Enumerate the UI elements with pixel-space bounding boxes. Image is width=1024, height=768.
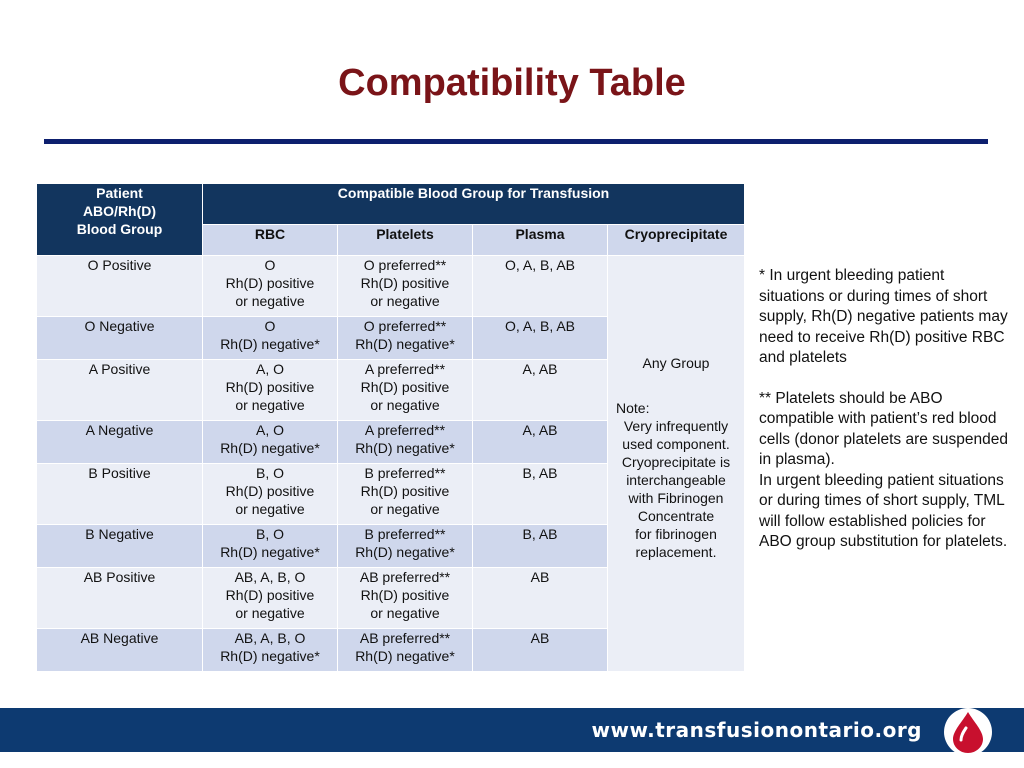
plasma-cell: O, A, B, AB bbox=[473, 256, 608, 317]
cryo-note-line: Very infrequently bbox=[623, 418, 729, 434]
compatible-group-header: Compatible Blood Group for Transfusion bbox=[203, 184, 745, 225]
patient-header-line: Patient bbox=[96, 185, 143, 201]
cryo-note-label: Note: bbox=[616, 400, 650, 416]
cryoprecipitate-cell bbox=[608, 256, 745, 672]
platelets-line: Rh(D) positive bbox=[360, 483, 450, 499]
patient-group-header bbox=[37, 184, 203, 256]
patient-group-cell: O Positive bbox=[37, 256, 203, 317]
platelets-line: A preferred** bbox=[364, 422, 446, 438]
rbc-cell bbox=[203, 629, 338, 672]
rbc-line: Rh(D) positive bbox=[225, 587, 315, 603]
platelets-cell bbox=[338, 464, 473, 525]
platelets-line: Rh(D) positive bbox=[360, 587, 450, 603]
plasma-cell: O, A, B, AB bbox=[473, 317, 608, 360]
rbc-line: Rh(D) positive bbox=[225, 275, 315, 291]
rbc-line: Rh(D) negative* bbox=[220, 544, 320, 560]
platelets-cell bbox=[338, 629, 473, 672]
cryo-note-line: replacement. bbox=[635, 544, 717, 560]
rbc-line: B, O bbox=[255, 526, 284, 542]
platelets-cell bbox=[338, 256, 473, 317]
rbc-line: or negative bbox=[235, 293, 305, 309]
rbc-cell bbox=[203, 317, 338, 360]
platelets-line: AB preferred** bbox=[359, 630, 451, 646]
rbc-line: O bbox=[264, 257, 276, 273]
rbc-cell bbox=[203, 256, 338, 317]
patient-group-cell: A Positive bbox=[37, 360, 203, 421]
platelets-line: Rh(D) negative* bbox=[355, 544, 455, 560]
cryo-note-line: for fibrinogen bbox=[635, 526, 717, 542]
cryo-note-line: with Fibrinogen bbox=[628, 490, 724, 506]
rbc-line: Rh(D) negative* bbox=[220, 648, 320, 664]
rbc-line: Rh(D) negative* bbox=[220, 336, 320, 352]
platelets-line: Rh(D) negative* bbox=[355, 440, 455, 456]
platelets-line: or negative bbox=[370, 605, 440, 621]
rbc-cell bbox=[203, 360, 338, 421]
platelets-line: Rh(D) positive bbox=[360, 379, 450, 395]
column-header-plasma: Plasma bbox=[473, 225, 608, 256]
rbc-line: or negative bbox=[235, 397, 305, 413]
rbc-line: O bbox=[264, 318, 276, 334]
column-header-rbc: RBC bbox=[203, 225, 338, 256]
platelets-line: or negative bbox=[370, 501, 440, 517]
note-spacer bbox=[759, 369, 1009, 389]
rbc-line: A, O bbox=[255, 361, 284, 377]
rbc-line: B, O bbox=[255, 465, 284, 481]
rbc-cell bbox=[203, 525, 338, 568]
rbc-line: AB, A, B, O bbox=[234, 569, 306, 585]
platelets-cell bbox=[338, 317, 473, 360]
plasma-cell: B, AB bbox=[473, 525, 608, 568]
rbc-line: or negative bbox=[235, 605, 305, 621]
footnotes bbox=[759, 266, 1009, 553]
plasma-cell: A, AB bbox=[473, 421, 608, 464]
patient-group-cell: O Negative bbox=[37, 317, 203, 360]
rbc-line: A, O bbox=[255, 422, 284, 438]
plasma-cell: B, AB bbox=[473, 464, 608, 525]
footer-bar bbox=[0, 708, 1024, 752]
plasma-cell: A, AB bbox=[473, 360, 608, 421]
blood-drop-icon bbox=[938, 700, 998, 760]
patient-group-cell: B Positive bbox=[37, 464, 203, 525]
rbc-line: Rh(D) positive bbox=[225, 483, 315, 499]
platelets-line: Rh(D) negative* bbox=[355, 336, 455, 352]
rbc-line: AB, A, B, O bbox=[234, 630, 306, 646]
column-header-cryoprecipitate: Cryoprecipitate bbox=[608, 225, 745, 256]
cryo-any-group: Any Group bbox=[642, 355, 710, 371]
double-star-note-continued: In urgent bleeding patient situations or during times of short supply, TML will follow established policies for ABO group substitution for platelets. bbox=[759, 471, 1008, 550]
cryo-note-line: used component. bbox=[622, 436, 730, 452]
plasma-cell: AB bbox=[473, 629, 608, 672]
footer-website-link[interactable]: www.transfusionontario.org bbox=[591, 718, 922, 742]
title-divider bbox=[44, 139, 988, 144]
rbc-line: or negative bbox=[235, 501, 305, 517]
patient-group-cell: AB Positive bbox=[37, 568, 203, 629]
page-title: Compatibility Table bbox=[338, 62, 686, 104]
rbc-cell bbox=[203, 568, 338, 629]
rbc-line: Rh(D) positive bbox=[225, 379, 315, 395]
patient-group-cell: A Negative bbox=[37, 421, 203, 464]
cryo-note-line: Cryoprecipitate is bbox=[621, 454, 731, 470]
platelets-line: A preferred** bbox=[364, 361, 446, 377]
blood-drop-logo-svg bbox=[938, 700, 998, 760]
patient-header-line: ABO/Rh(D) bbox=[82, 203, 157, 219]
platelets-line: or negative bbox=[370, 293, 440, 309]
rbc-cell bbox=[203, 464, 338, 525]
cryo-note-line: interchangeable bbox=[626, 472, 726, 488]
single-star-note: * In urgent bleeding patient situations or during times of short supply, Rh(D) negative patients may need to receive Rh(D) positive RBC and platelets bbox=[759, 267, 1008, 366]
rbc-line: Rh(D) negative* bbox=[220, 440, 320, 456]
patient-group-cell: B Negative bbox=[37, 525, 203, 568]
platelets-line: Rh(D) negative* bbox=[355, 648, 455, 664]
platelets-cell bbox=[338, 568, 473, 629]
platelets-line: B preferred** bbox=[364, 526, 446, 542]
platelets-line: B preferred** bbox=[364, 465, 446, 481]
platelets-line: or negative bbox=[370, 397, 440, 413]
platelets-cell bbox=[338, 525, 473, 568]
platelets-line: Rh(D) positive bbox=[360, 275, 450, 291]
table-row bbox=[37, 256, 745, 317]
plasma-cell: AB bbox=[473, 568, 608, 629]
cryo-note-line: Concentrate bbox=[637, 508, 715, 524]
platelets-line: O preferred** bbox=[363, 318, 447, 334]
double-star-note: ** Platelets should be ABO compatible with patient’s red blood cells (donor platelets are suspended in plasma). bbox=[759, 389, 1009, 468]
platelets-cell bbox=[338, 360, 473, 421]
patient-group-cell: AB Negative bbox=[37, 629, 203, 672]
column-header-platelets: Platelets bbox=[338, 225, 473, 256]
patient-header-line: Blood Group bbox=[76, 221, 163, 237]
compatibility-table bbox=[36, 183, 745, 672]
platelets-line: AB preferred** bbox=[359, 569, 451, 585]
platelets-line: O preferred** bbox=[363, 257, 447, 273]
rbc-cell bbox=[203, 421, 338, 464]
platelets-cell bbox=[338, 421, 473, 464]
